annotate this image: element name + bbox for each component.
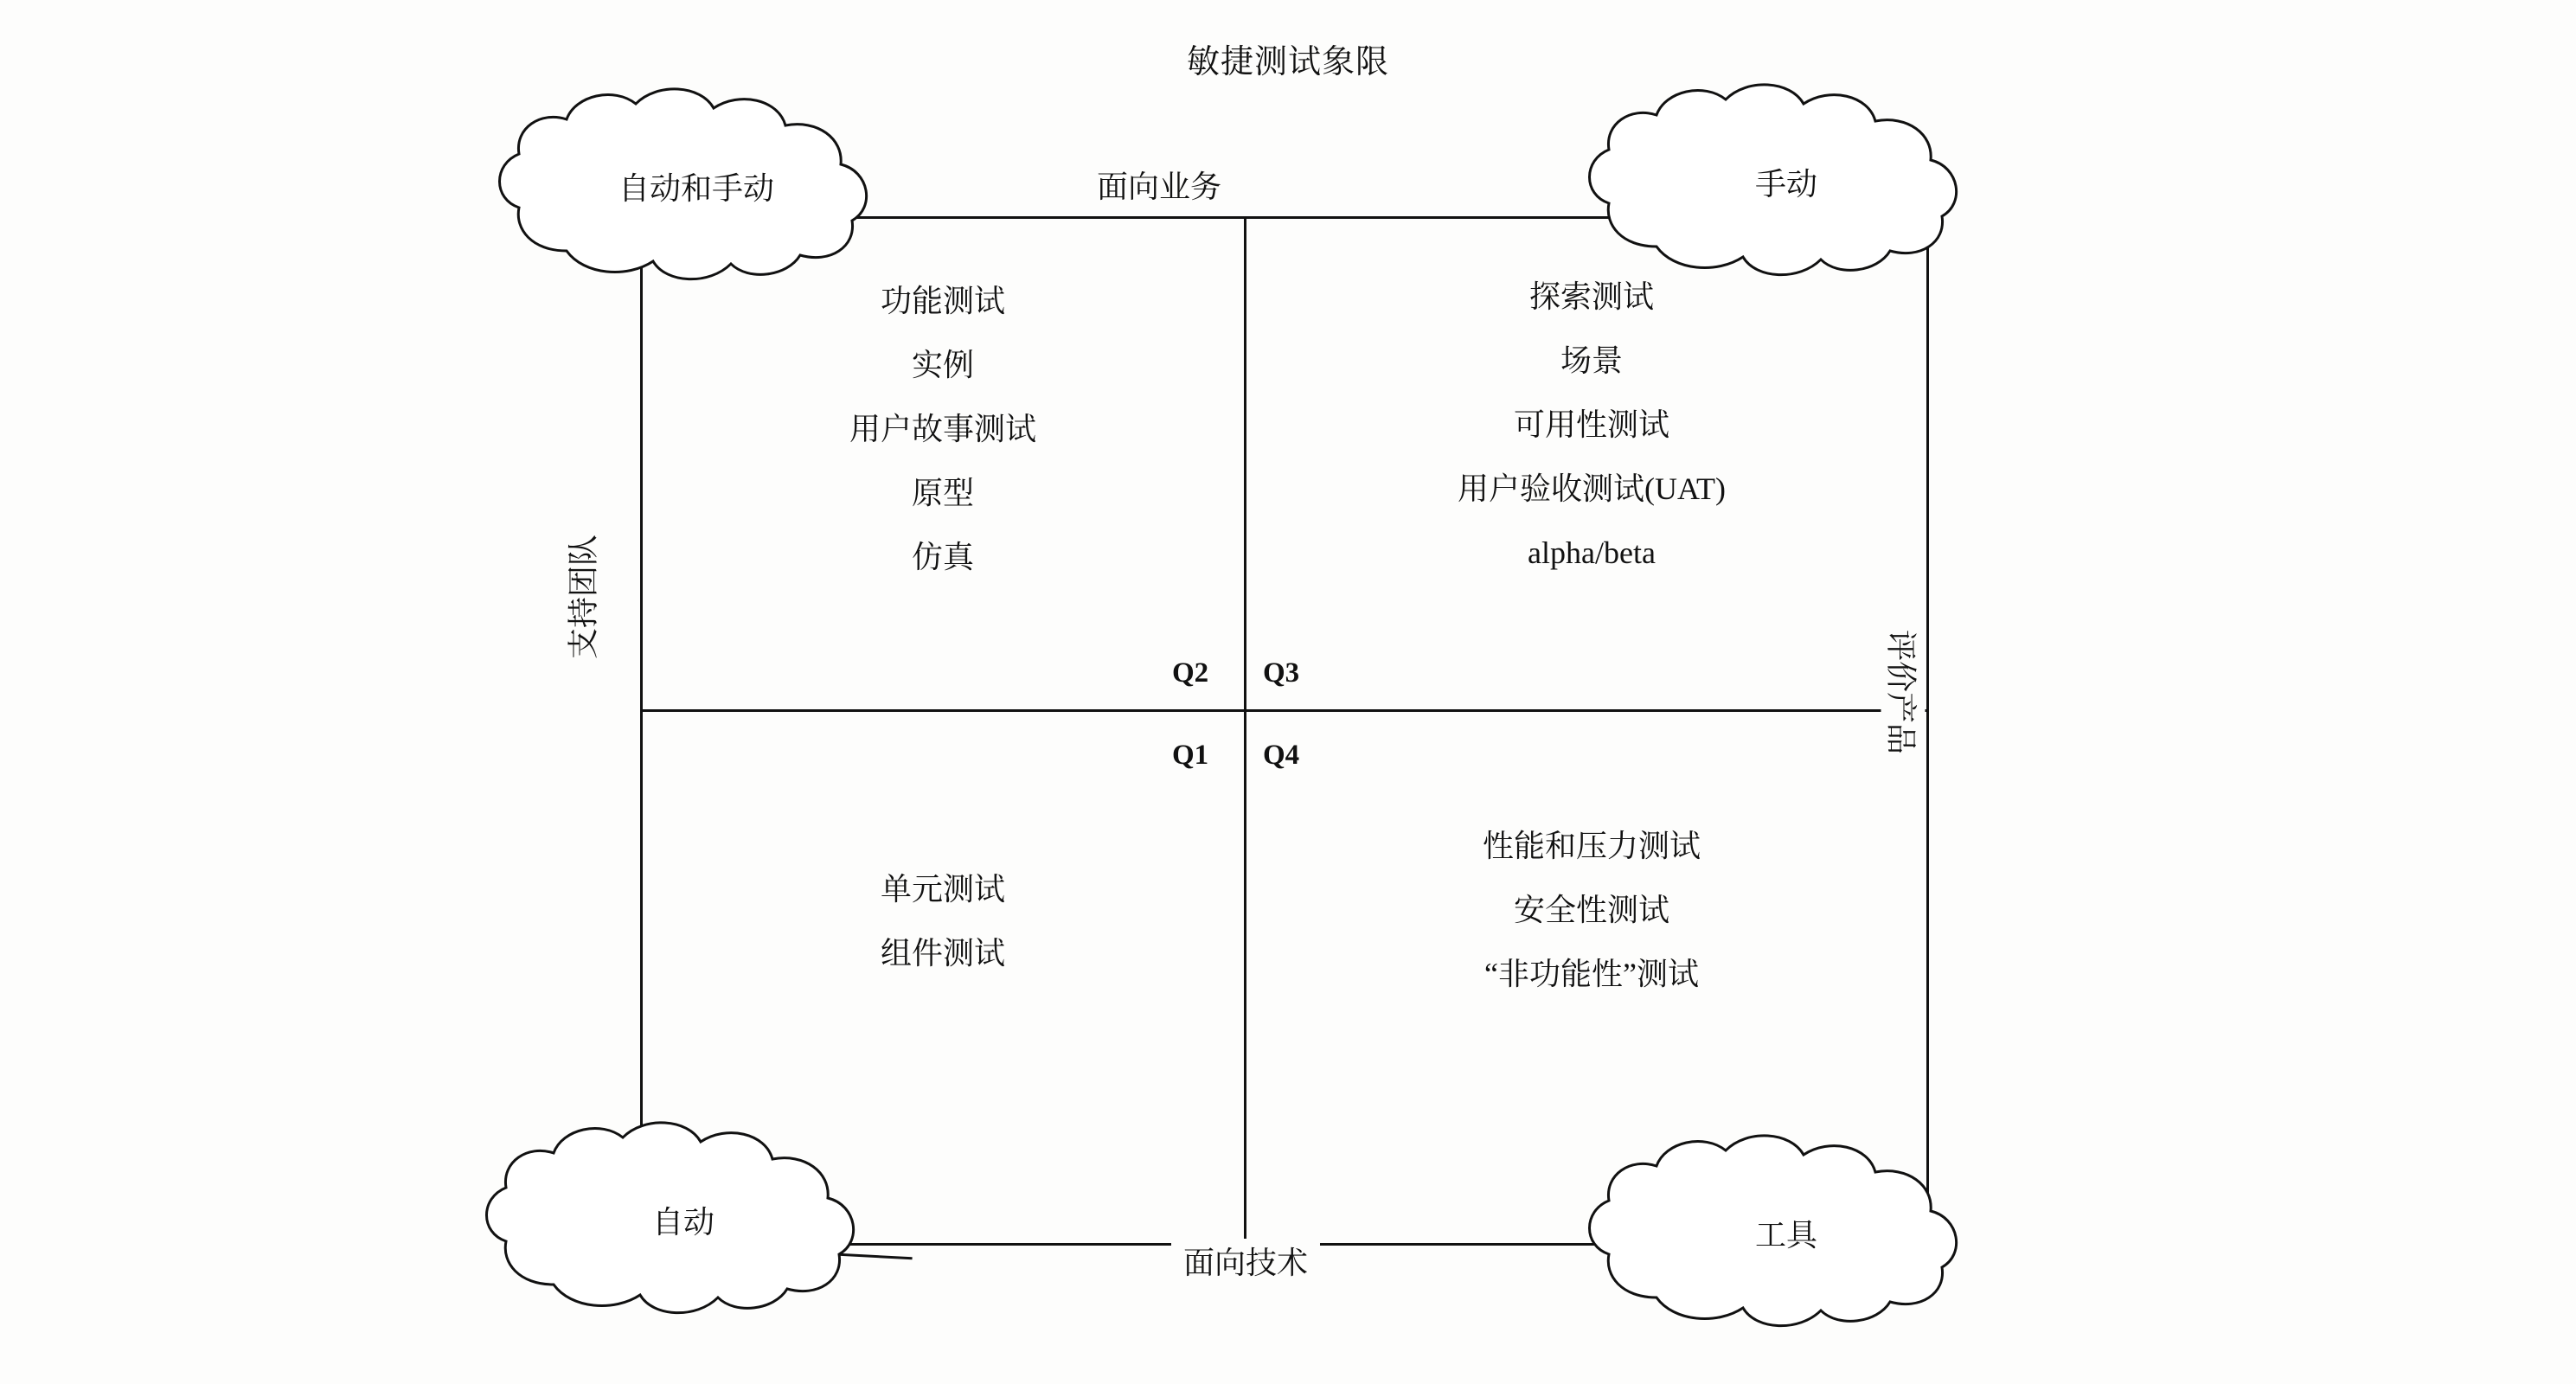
page-title: 敏捷测试象限	[1186, 44, 1389, 80]
quadrant-q1-content	[675, 874, 1211, 969]
quadrant-item: 安全性测试	[1513, 893, 1669, 927]
cloud-bottom-left-label: 自动	[651, 1204, 714, 1240]
quadrant-key-q2: Q2	[1172, 657, 1209, 689]
quadrant-item: 场景	[1560, 343, 1623, 378]
quadrant-item: 实例	[911, 348, 974, 382]
quadrant-item: 单元测试	[880, 872, 1005, 907]
axis-label-technology-facing: 面向技术	[1171, 1239, 1320, 1283]
axis-label-business-facing: 面向业务	[1085, 163, 1234, 207]
horizontal-divider	[640, 709, 1929, 712]
cloud-top-left	[484, 78, 908, 294]
cloud-top-right-label: 手动	[1754, 166, 1817, 202]
cloud-bottom-right-label: 工具	[1754, 1217, 1817, 1253]
vertical-divider	[1244, 216, 1246, 1246]
quadrant-item: “非功能性”测试	[1484, 957, 1699, 991]
cloud-bottom-left	[471, 1112, 895, 1328]
quadrant-item: 功能测试	[880, 284, 1005, 318]
quadrant-item: 用户故事测试	[849, 412, 1036, 446]
quadrant-key-q4: Q4	[1263, 740, 1300, 771]
quadrant-item: 性能和压力测试	[1482, 829, 1701, 863]
quadrant-q2-content	[675, 285, 1211, 573]
quadrant-item: 原型	[911, 476, 974, 510]
axis-label-support-team: 支持团队	[560, 522, 604, 671]
quadrant-item: 用户验收测试(UAT)	[1458, 471, 1726, 506]
quadrant-item: 组件测试	[880, 936, 1005, 971]
quadrant-item: 可用性测试	[1513, 407, 1669, 442]
quadrant-key-q3: Q3	[1263, 657, 1300, 689]
quadrant-item: 仿真	[911, 540, 974, 574]
cloud-top-left-label: 自动和手动	[618, 170, 774, 206]
quadrant-q3-content	[1272, 281, 1912, 568]
quadrant-q4-content	[1272, 830, 1912, 990]
quadrant-key-q1: Q1	[1172, 740, 1209, 771]
axis-label-critique-product: 评价产品	[1881, 618, 1926, 766]
quadrant-item: 探索测试	[1528, 279, 1654, 314]
cloud-bottom-right	[1574, 1124, 1998, 1341]
cloud-top-right	[1574, 74, 1998, 290]
quadrant-item: alpha/beta	[1528, 535, 1656, 570]
